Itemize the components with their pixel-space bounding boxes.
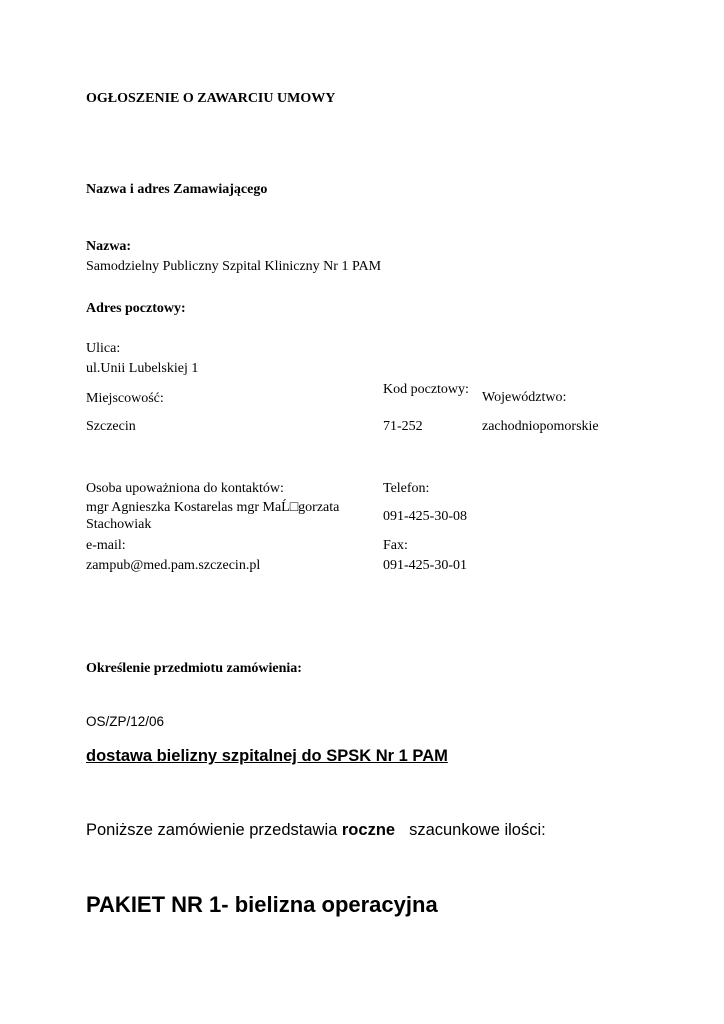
postcode-label: Kod pocztowy: [383,382,469,397]
package-heading: PAKIET NR 1- bielizna operacyjna [86,892,438,917]
note-emphasis: roczne [341,821,396,839]
city-value: Szczecin [86,419,136,434]
fax-value: 091-425-30-01 [383,558,467,573]
name-label: Nazwa: [86,239,132,254]
postcode-value: 71-252 [383,419,423,434]
voivodeship-label: Województwo: [482,390,567,405]
annual-estimate-note [86,820,546,840]
fax-label: Fax: [383,538,408,553]
subject-heading: Określenie przedmiotu zamówienia: [86,661,302,676]
contact-person-label: Osoba upoważniona do kontaktów: [86,481,284,496]
phone-value: 091-425-30-08 [383,509,467,524]
street-label: Ulica: [86,341,121,356]
subject-title: dostawa bielizny szpitalnej do SPSK Nr 1 PAM [86,747,448,765]
contact-person-value-line2: Stachowiak [86,517,152,532]
postal-address-label: Adres pocztowy: [86,301,186,316]
section-heading-contracting-authority: Nazwa i adres Zamawiającego [86,182,268,197]
city-label: Miejscowość: [86,391,164,406]
reference-number: OS/ZP/12/06 [86,714,165,729]
note-text-after: szacunkowe ilości: [409,821,546,839]
document-title: OGŁOSZENIE O ZAWARCIU UMOWY [86,91,336,106]
email-value: zampub@med.pam.szczecin.pl [86,558,261,573]
note-text-before: Poniższe zamówienie przedstawia [86,821,338,839]
email-label: e-mail: [86,538,126,553]
voivodeship-value: zachodniopomorskie [482,419,599,434]
phone-label: Telefon: [383,481,430,496]
contact-person-value-line1: mgr Agnieszka Kostarelas mgr MaĹ□gorzata [86,500,340,515]
name-value: Samodzielny Publiczny Szpital Kliniczny Nr 1 PAM [86,259,382,274]
street-value: ul.Unii Lubelskiej 1 [86,361,199,376]
